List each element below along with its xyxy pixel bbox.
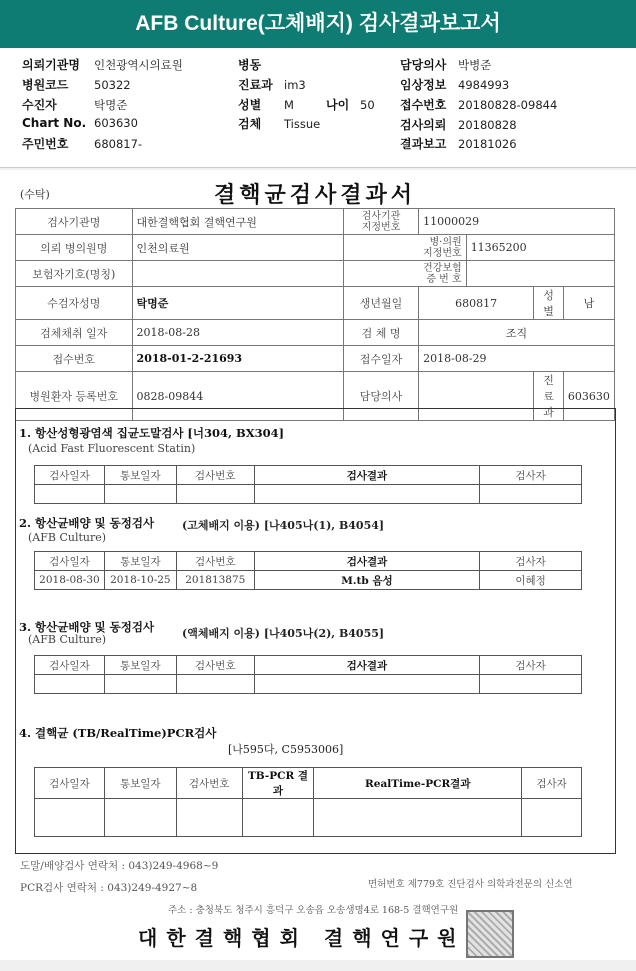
section-code: [나595다, C5953006] [228, 743, 344, 756]
patient-header [0, 48, 636, 168]
result-table: 검사일자 통보일자 검사번호 검사결과 검사자 [34, 655, 582, 694]
header-row: Chart No. 603630 [22, 116, 138, 130]
smear-contact: 도말/배양검사 연락처 : 043)249-4968~9 [20, 860, 219, 872]
section-code: (액체배지 이용) [나405나(2), B4055] [182, 627, 385, 640]
section-title: 2. 항산균배양 및 동정검사 [19, 516, 155, 530]
section-subtitle: (AFB Culture) [28, 633, 107, 646]
section-subtitle: (Acid Fast Fluorescent Statin) [28, 442, 196, 455]
table-row [35, 485, 582, 504]
header-row: 수진자 탁명준 [22, 98, 128, 112]
header-row: 검사의뢰 20180828 [400, 118, 517, 132]
section-title: 1. 항산성형광염색 집균도말검사 [너304, BX304] [19, 426, 285, 440]
header-row: 검체 Tissue [238, 117, 321, 131]
results-box [15, 408, 616, 854]
pcr-contact: PCR검사 연락처 : 043)249-4927~8 [20, 882, 198, 894]
header-row: 진료과 im3 [238, 78, 306, 92]
result-table: 검사일자 통보일자 검사번호 검사결과 검사자 2018-08-30 2018-10-25 201813875 M.tb 음성 이혜정 [34, 551, 582, 590]
header-row: 성별 M 나이 50 [238, 98, 375, 112]
table-row [35, 799, 582, 837]
header-row: 임상정보 4984993 [400, 78, 510, 92]
official-seal-icon [466, 910, 514, 958]
header-row: 담당의사 박병준 [400, 58, 492, 72]
header-row: 접수번호 20180828-09844 [400, 98, 558, 112]
section-title: 4. 결핵균 (TB/RealTime)PCR검사 [19, 726, 217, 740]
table-row: 2018-08-30 2018-10-25 201813875 M.tb 음성 이혜정 [35, 571, 582, 590]
section-title: 3. 항산균배양 및 동정검사 [19, 620, 155, 634]
info-table: 검사기관명 대한결핵협회 결핵연구원 검사기관 지정번호 11000029 의뢰 병의원명 인천의료원 병·의원 지정번호 11365200 보험자기호(명칭) 건강보험 증 번 호 수검자성명 탁명준 생년월일 680817 성별 남 검체채취 일자 2018-08-28 검 체 명 조직 접수번호 2018-01-2-21693 접수일자 2018-08-29 병원환자 등록번호 0828-09844 담당의사 진료과 603630 [15, 208, 615, 421]
section-subtitle: (AFB Culture) [28, 531, 107, 544]
result-table: 검사일자 통보일자 검사번호 TB-PCR 결과 RealTime-PCR결과 검사자 [34, 767, 582, 837]
result-table: 검사일자 통보일자 검사번호 검사결과 검사자 [34, 465, 582, 504]
header-row: 주민번호 680817- [22, 137, 143, 151]
header-row: 병원코드 50322 [22, 78, 131, 92]
consignment-tag: (수탁) [20, 188, 50, 201]
license-note: 면허번호 제779호 진단검사 의학과전문의 신소연 [368, 879, 573, 890]
scanned-report [0, 170, 636, 960]
section-code: (고체배지 이용) [나405나(1), B4054] [182, 519, 385, 532]
report-title-bar: AFB Culture(고체배지) 검사결과보고서 [0, 0, 636, 48]
header-row: 병동 [238, 58, 262, 72]
organization-name: 대한결핵협회 결핵연구원 [138, 926, 466, 950]
header-row: 의뢰기관명 인천광역시의료원 [22, 58, 183, 72]
address: 주소 : 충청북도 청주시 흥덕구 오송읍 오송생명4로 168-5 결핵연구원 [168, 905, 459, 916]
header-row: 결과보고 20181026 [400, 137, 517, 151]
table-row [35, 675, 582, 694]
document-title: 결핵균검사결과서 [214, 182, 417, 208]
